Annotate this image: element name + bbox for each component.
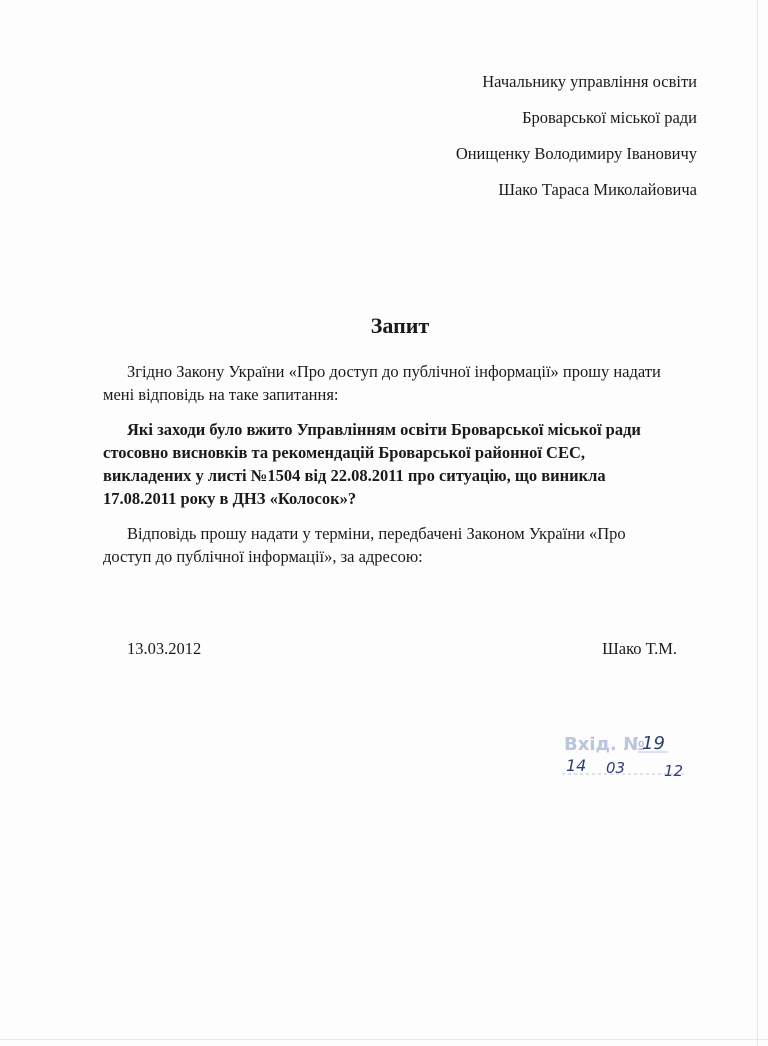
stamp-year: 12	[664, 762, 684, 780]
stamp-day: 14	[566, 756, 587, 775]
scan-edge	[0, 1039, 768, 1040]
stamp-month: 03	[606, 759, 626, 777]
scan-edge	[757, 0, 758, 1046]
addressee-line: Броварської міської ради	[522, 108, 697, 127]
question-paragraph: Які заходи було вжито Управлінням освіти Броварської міської ради стосовно висновків та рекомендацій Броварської районної СЕС, викладених у листі №1504 від 22.08.2011 про ситуацію, що виникла 17.08.2011 року в ДНЗ «Колосок»?	[103, 420, 641, 508]
addressee-block	[456, 64, 697, 208]
intro-paragraph: Згідно Закону України «Про доступ до публічної інформації» прошу надати мені відповідь на таке запитання:	[103, 362, 661, 404]
registration-stamp	[560, 728, 690, 790]
closing-paragraph: Відповідь прошу надати у терміни, передбачені Законом України «Про доступ до публічної інформації», за адресою:	[103, 524, 626, 566]
stamp-label: Вхід. №	[564, 734, 645, 755]
addressee-line: Онищенку Володимиру Івановичу	[455, 144, 697, 163]
document-date: 13.03.2012	[127, 639, 202, 658]
stamp-number: 19	[642, 733, 665, 754]
document-title: Запит	[370, 313, 430, 338]
sender-line: Шако Тараса Миколайовича	[498, 180, 697, 199]
signer-name: Шако Т.М.	[602, 639, 677, 658]
addressee-line: Начальнику управління освіти	[482, 72, 697, 91]
